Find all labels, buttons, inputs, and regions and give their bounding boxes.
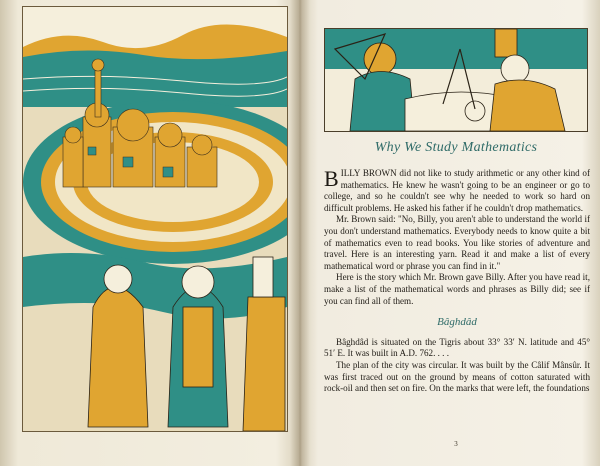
paragraph-2: Mr. Brown said: "No, Billy, you aren't able to understand the world if you don't understand mathematics. Everybody needs to know quite a bit of mathematics even to read books. You like stories of adventure and travel. Here is an interesting yarn. Read it and make a list of every mathematical word or phrase you can find in it." [324, 214, 590, 271]
paragraph-4: Bâghdâd is situated on the Tigris about 33° 33′ N. latitude and 45° 51′ E. It was built in A.D. 762. . . . [324, 336, 590, 359]
paragraph-1: BILLY BROWN did not like to study arithmetic or any other kind of mathematics. He knew he wasn't going to be an engineer or go to college, and so he couldn't see why he needed to work so hard on difficult problems. He asked his father if he couldn't drop mathematics. [324, 166, 590, 213]
right-page [312, 0, 600, 466]
chapter-title: Why We Study Mathematics [374, 140, 538, 155]
page-number: 3 [454, 440, 458, 448]
paragraph-5: The plan of the city was circular. It was built by the Câlif Mânsûr. It was first traced out on the ground by means of cotton saturated with rock-oil and then set on fire. On the marks that were left, the foundations [324, 359, 590, 394]
section-subhead: Bâghdâd [437, 316, 477, 329]
paragraph-3: Here is the story which Mr. Brown gave Billy. After you have read it, make a list of the mathematical words and phrases as Billy did; see if you can find all of them. [324, 272, 590, 306]
body-text [324, 168, 590, 395]
drop-cap: B [324, 166, 339, 191]
book-gutter [290, 0, 310, 466]
baghdad-city-illustration [23, 7, 287, 431]
left-page-illustration [22, 6, 288, 432]
mathematicians-illustration [324, 28, 588, 132]
